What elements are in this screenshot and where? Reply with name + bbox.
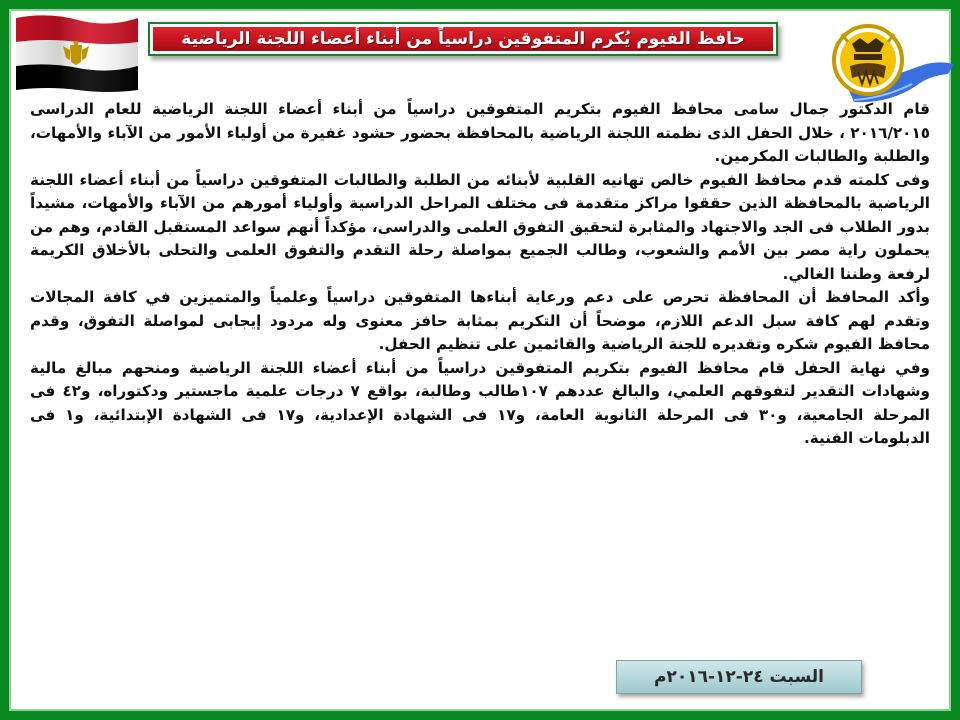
article-paragraph: وفي نهاية الحفل قام محافظ الفيوم بتكريم المتفوقين دراسياً من أبناء أعضاء اللجنة الرياضية ومنحهم مبالغ مالية وشهادات التقدير لتفوقهم العلمي، والبالغ عددهم ١٠٧طالب وطالبة، بواقع ٧ درجات علمية ماجستير ودكتوراه، و٤٢ فى المرحلة الجامعية، و٣٠ فى المرحلة الثانوية العامة، و١٧ فى الشهادة الإعدادية، و١٧ فى الشهادة الإبتدائية، و١ فى الدبلومات الفنية. [30,358,930,447]
date-badge: السبت ٢٤-١٢-٢٠١٦م [616,660,862,694]
article-body [30,98,930,451]
page-title: حافظ الفيوم يُكرم المتفوقين دراسياً من أبناء أعضاء اللجنة الرياضية [153,27,773,51]
article-paragraph: قام الدكتور جمال سامى محافظ الفيوم بتكريم المتفوقين دراسياً من أبناء أعضاء اللجنة الرياضية للعام الدراسى ٢٠١٦/٢٠١٥ ، خلال الحفل الذى نظمته اللجنة الرياضية بالمحافظة بحضور حشود غفيرة من أولياء الأمور من الآباء والأمهات، والطلبة والطالبات المكرمين. [30,100,930,165]
egypt-flag-icon [14,12,140,96]
title-banner [148,22,778,56]
article-paragraph: وأكد المحافظ أن المحافظة تحرص على دعم ورعاية أبناءها المتفوقين دراسياً وعلمياً والمتميزين في كافة المجالات وتقدم لهم كافة سبل الدعم اللازم، موضحاً أن التكريم بمثابة حافز معنوى وله مردود إيجابى لمواصلة التفوق، وقدم محافظ الفيوم شكره وتقديره للجنة الرياضية والقائمين على تنظيم الحفل. [30,288,930,353]
article-paragraph: وفى كلمته قدم محافظ الفيوم خالص تهانيه القلبية لأبنائه من الطلبة والطالبات المتفوقين دراسياً من أبناء أعضاء اللجنة الرياضية بالمحافظة الذين حققوا مراكز متقدمة فى مختلف المراحل الدراسية وأولياء أمورهم من الآباء والأمهات، مشيداً بدور الطلاب فى الجد والاجتهاد والمثابرة لتحقيق التفوق العلمى والدراسى، مؤكداً أنهم سواعد المستقبل القادم، وهم من يحملون راية مصر بين الأمم والشعوب، وطالب الجميع بمواصلة رحلة التقدم والتفوق العلمى والتحلى بالأخلاق الكريمة لرفعة وطننا الغالي. [30,170,930,283]
